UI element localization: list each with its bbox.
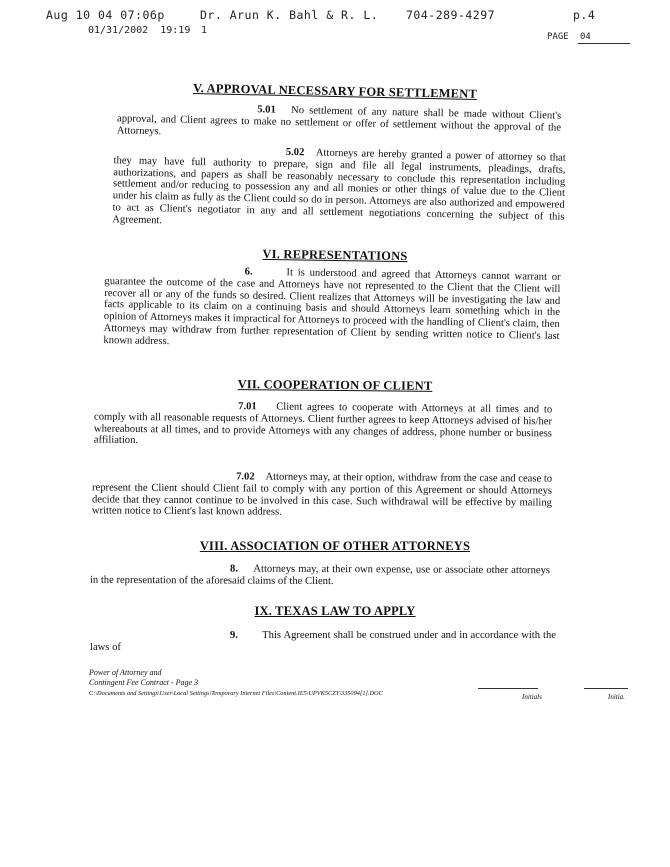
- fax-date-line: 01/31/2002 19:19: [88, 25, 191, 36]
- paragraph-5-02: [112, 143, 566, 235]
- fax-timestamp: Aug 10 04 07:06p: [46, 8, 165, 22]
- paragraph-text: Attorneys may, at their own expense, use or associate other attorneys in the representation of the aforesaid claims of the Client.: [89, 563, 551, 587]
- fax-phone: 704-289-4297: [406, 8, 496, 22]
- paragraph-7-01: [94, 400, 552, 452]
- paragraph-number: 9.: [230, 630, 238, 641]
- paragraph-6: [103, 264, 560, 355]
- footer-line-1: Power of Attorney and: [89, 668, 162, 677]
- section-heading-association: VIII. ASSOCIATION OF OTHER ATTORNEYS: [199, 539, 471, 553]
- paragraph-text: Attorneys may, at their option, withdraw from the case and cease to represent the Client should Client fail to comply with any portion of this Agreement or should Attorneys decide that they cannot continue to be involved in this case. Such withdrawal will be effective by mailing written notice to Client's last known address.: [91, 471, 553, 519]
- paragraph-5-01: [117, 101, 562, 146]
- initials-line-1: [478, 688, 538, 689]
- section-heading-approval: V. APPROVAL NECESSARY FOR SETTLEMENT: [192, 81, 478, 101]
- fax-sender: Dr. Arun K. Bahl & R. L.: [200, 8, 379, 22]
- fax-page: p.4: [573, 8, 596, 22]
- paragraph-number: 5.02: [285, 146, 305, 159]
- initials-label-1: Initials: [522, 693, 542, 701]
- paragraph-number: 5.01: [257, 104, 276, 116]
- footer-file-path: C:\Documents and Settings\User\Local Settings\Temporary Internet Files\Content.IE5\UPVK5CZY\335094[1].DOC: [89, 690, 383, 697]
- paragraph-text: Client agrees to cooperate with Attorneys at all times and to comply with all reasonable requests of Attorneys. Client further agrees to keep Attorneys advised of his/her whereabouts at all times, and to provide Attorneys with any changes of address, phone number or business affiliation.: [93, 401, 553, 447]
- footer-line-2: Contingent Fee Contract - Page 3: [89, 678, 199, 687]
- paragraph-text: Attorneys are hereby granted a power of attorney so that they may have full authority to prepare, sign and file all legal instruments, pleadings, drafts, authorizations, and papers as shall be reasonably necessary to conclude this representation including settlement and/or reducing to possession any and all monies or other things of value due to the Client under his claim as fully as the Client could so do in person. Attorneys are also authorized and empowered to act as Client's negotiator in any and all settlement negotiations concerning the subject of this Agreement.: [112, 147, 566, 227]
- paragraph-number: 8.: [230, 563, 239, 575]
- section-heading-texas-law: IX. TEXAS LAW TO APPLY: [254, 604, 416, 618]
- fax-date-suffix: 1: [201, 25, 208, 36]
- initials-line-2: [584, 688, 628, 689]
- fax-page-label: PAGE: [547, 32, 569, 42]
- paragraph-number: 7.02: [236, 471, 255, 483]
- page-number-underline: [578, 43, 630, 44]
- paragraph-8: [90, 563, 550, 589]
- section-heading-representations: VI. REPRESENTATIONS: [262, 246, 408, 264]
- paragraph-text: No settlement of any nature shall be made without Client's approval, and Client agrees to make no settlement or offer of settlement without the approval of the Attorneys.: [116, 104, 562, 137]
- paragraph-text: This Agreement shall be construed under and in accordance with the laws of: [90, 630, 556, 653]
- paragraph-9: [90, 630, 556, 654]
- initials-label-2: Initia.: [608, 693, 625, 701]
- paragraph-text: It is understood and agreed that Attorneys cannot warrant or guarantee the outcome of the case and Attorneys have not represented to the Client that the Client will recover all or any of the funds so desired. Client realizes that Attorneys will be investigating the law and facts applicable to its claim on a continuing basis and should Attorneys learn something which in the opinion of Attorneys makes it impractical for Attorneys to proceed with the handling of Client's claim, then Attorneys may withdraw from further representation of Client by sending written notice to Client's last known address.: [103, 267, 561, 347]
- fax-page-number: 04: [580, 32, 591, 42]
- paragraph-7-02: [92, 470, 552, 520]
- paragraph-number: 7.01: [238, 401, 257, 413]
- paragraph-number: 6.: [244, 266, 253, 278]
- section-heading-cooperation: VII. COOPERATION OF CLIENT: [237, 377, 433, 393]
